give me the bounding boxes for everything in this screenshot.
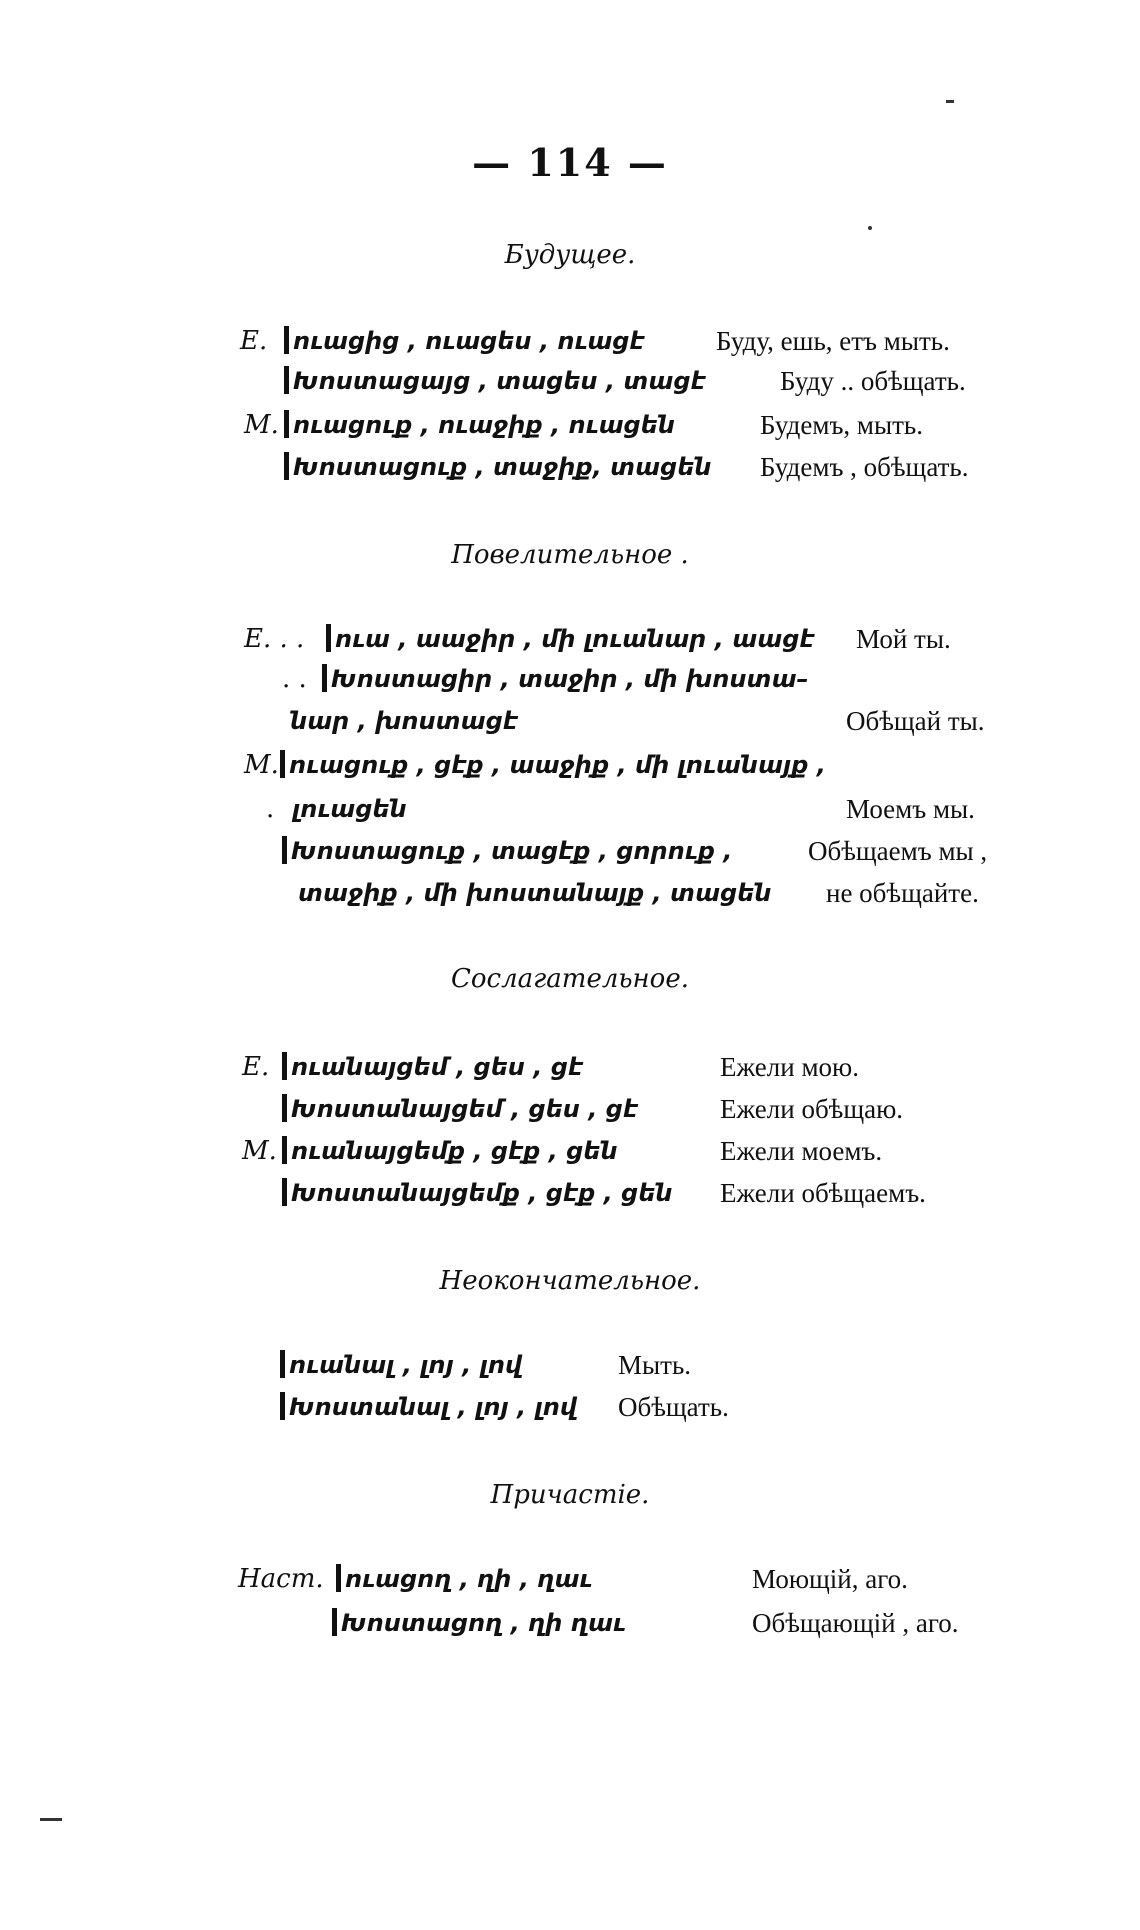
armenian-text: Խոստանայցեմ , ցես , ցէ [282,1094,638,1124]
armenian-text: ուացուք , ուաջիք , ուացեն [284,410,675,440]
row-label: Наст. [238,1564,324,1594]
armenian-text: ուանալ , լոյ , լով [280,1350,522,1380]
russian-text: Ежели обѣщаемъ. [720,1178,926,1208]
armenian-text: Խոստացիր , տաջիր , մի խոստա– [322,664,808,694]
bracket-mark [280,1350,285,1378]
armenian-text: Խոստացուք , տացէք , ցորուք , [282,836,732,866]
russian-text: не обѣщайте. [826,878,979,908]
armenian-text: ուացուք , ցէք , աաջիք , մի լուանայք , [280,750,826,780]
row-label: . . [282,664,307,694]
armenian-text: Խոստացայց , տացես , տացէ [284,366,706,396]
print-speck [946,100,954,103]
armenian-text: Խոստանայցեմք , ցէք , ցեն [282,1178,672,1208]
armenian-text: Խոստացուք , տաջիք, տացեն [284,452,711,482]
bracket-mark [282,836,287,864]
russian-text: Моемъ мы. [846,794,975,824]
bracket-mark [326,624,331,652]
bracket-mark [336,1564,341,1592]
bracket-mark [280,1392,285,1420]
russian-text: Буду .. обѣщать. [780,366,966,396]
print-speck [40,1818,62,1821]
bracket-mark [284,452,289,480]
row-label: . [266,794,275,824]
russian-text: Мой ты. [856,624,951,654]
row-label: М. [244,410,279,440]
bracket-mark [284,366,289,394]
russian-text: Ежели обѣщаю. [720,1094,904,1124]
heading-infinitive: Неокончательное. [439,1266,701,1296]
russian-text: Моющій, аго. [752,1564,908,1594]
bracket-mark [284,410,289,438]
print-speck [868,226,872,230]
russian-text: Буду, ешь, етъ мыть. [716,326,950,356]
armenian-text: ուացող , ղի , ղաւ [336,1564,592,1594]
bracket-mark [282,1136,287,1164]
row-label: М. [244,750,279,780]
bracket-mark [282,1178,287,1206]
russian-text: Мыть. [618,1350,692,1380]
heading-subjunctive: Сослагательное. [451,964,689,994]
armenian-text: Խոստանալ , լոյ , լով [280,1392,577,1422]
heading-future: Будущее. [504,240,636,270]
bracket-mark [322,664,327,692]
heading-participle: Причастіе. [490,1480,650,1510]
armenian-text: Խոստացող , ղի ղաւ [332,1608,626,1638]
row-label: Е. [240,326,268,356]
row-label: Е. [242,1052,270,1082]
row-label: М. [242,1136,277,1166]
armenian-text: ուա , աաջիր , մի լուանար , աացէ [326,624,814,654]
page-number: — 114 — [472,140,668,185]
armenian-text: նար , խոստացէ [290,707,518,735]
bracket-mark [280,750,285,778]
russian-text: Будемъ, мыть. [760,410,923,440]
armenian-text: լուացեն [292,795,407,823]
russian-text: Обѣщай ты. [846,706,985,736]
russian-text: Ежели мою. [720,1052,859,1082]
bracket-mark [282,1052,287,1080]
armenian-text: ուանայցեմ , ցես , ցէ [282,1052,583,1082]
russian-text: Обѣщаемъ мы , [808,836,988,866]
armenian-text: ուացից , ուացես , ուացէ [284,326,645,356]
russian-text: Ежели моемъ. [720,1136,883,1166]
russian-text: Обѣщающій , аго. [752,1608,959,1638]
armenian-text: ուանայցեմք , ցէք , ցեն [282,1136,618,1166]
row-label: Е. . . [244,624,305,654]
bracket-mark [282,1094,287,1122]
russian-text: Обѣщать. [618,1392,729,1422]
heading-imperative: Повелительное . [451,540,689,570]
armenian-text: տաջիք , մի խոստանայք , տացեն [298,879,772,907]
russian-text: Будемъ , обѣщать. [760,452,969,482]
bracket-mark [284,326,289,354]
bracket-mark [332,1608,337,1636]
